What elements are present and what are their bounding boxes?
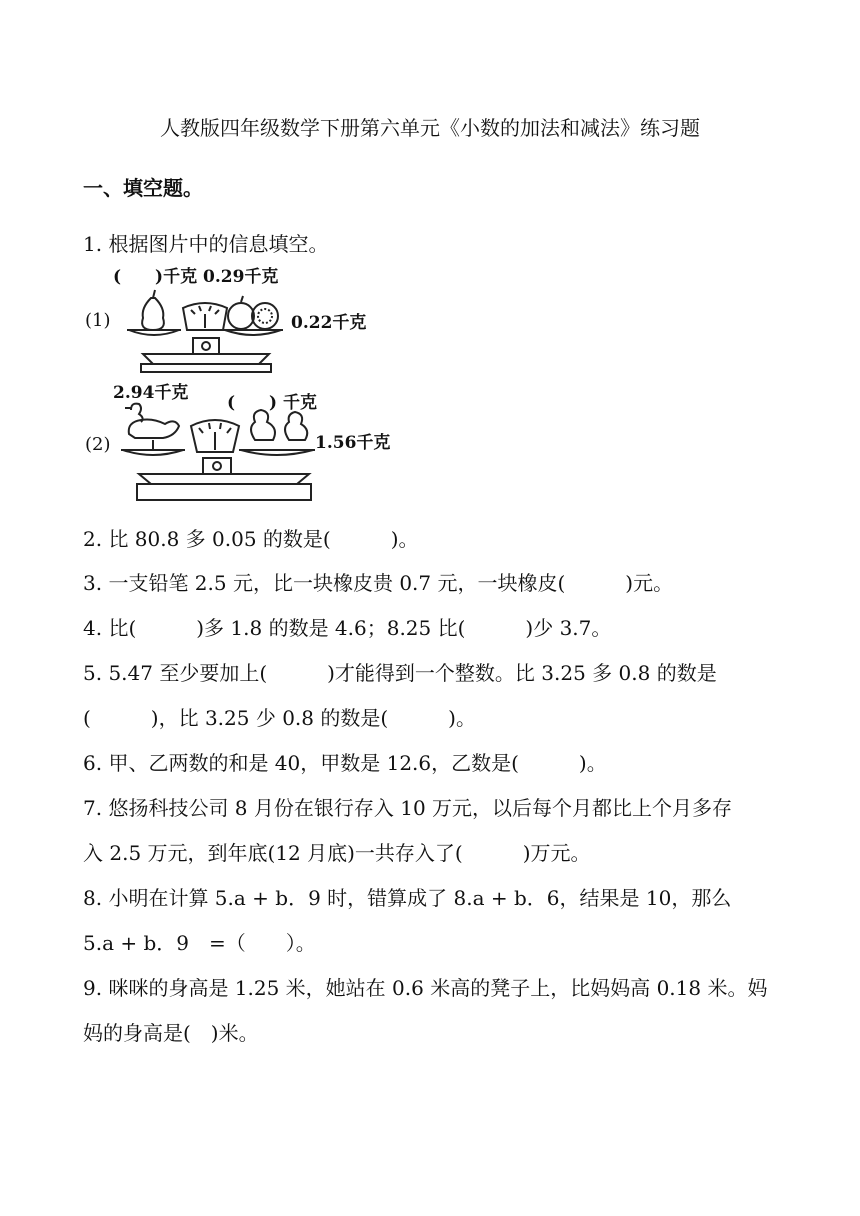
scales-figure	[83, 258, 403, 514]
section-heading-fill-in: 一、填空题。	[83, 176, 203, 200]
question-8-line-2: 5.a + b．9 =（ ）。	[83, 931, 316, 955]
question-9-line-1: 9. 咪咪的身高是 1.25 米，她站在 0.6 米高的凳子上，比妈妈高 0.18 米。妈	[83, 976, 768, 1000]
page-title: 人教版四年级数学下册第六单元《小数的加法和减法》练习题	[160, 116, 700, 140]
question-4: 4. 比( )多 1.8 的数是 4.6；8.25 比( )少 3.7。	[83, 616, 612, 640]
scale1-top-label: ( )千克 0.29千克	[113, 267, 279, 287]
scale2-top-label: ( ) 千克	[227, 393, 318, 413]
scale1-number: (1)	[85, 310, 111, 331]
question-5-line-1: 5. 5.47 至少要加上( )才能得到一个整数。比 3.25 多 0.8 的数是	[83, 661, 717, 685]
scale2-left-label: 2.94千克	[113, 383, 189, 403]
scale1-right-label: 0.22千克	[291, 313, 367, 333]
question-3: 3. 一支铅笔 2.5 元，比一块橡皮贵 0.7 元，一块橡皮( )元。	[83, 571, 674, 595]
question-2: 2. 比 80.8 多 0.05 的数是( )。	[83, 527, 419, 551]
question-7-line-2: 入 2.5 万元，到年底(12 月底)一共存入了( )万元。	[83, 841, 591, 865]
question-7-line-1: 7. 悠扬科技公司 8 月份在银行存入 10 万元，以后每个月都比上个月多存	[83, 796, 733, 820]
scale2-number: (2)	[85, 434, 111, 455]
question-9-line-2: 妈的身高是( )米。	[83, 1021, 259, 1045]
question-8-line-1: 8. 小明在计算 5.a + b．9 时，错算成了 8.a + b．6，结果是 10，那么	[83, 886, 732, 910]
question-6: 6. 甲、乙两数的和是 40，甲数是 12.6，乙数是( )。	[83, 751, 607, 775]
question-1: 1. 根据图片中的信息填空。	[83, 232, 329, 256]
scale2-right-label: 1.56千克	[315, 433, 391, 453]
question-5-line-2: ( )，比 3.25 少 0.8 的数是( )。	[83, 706, 476, 730]
